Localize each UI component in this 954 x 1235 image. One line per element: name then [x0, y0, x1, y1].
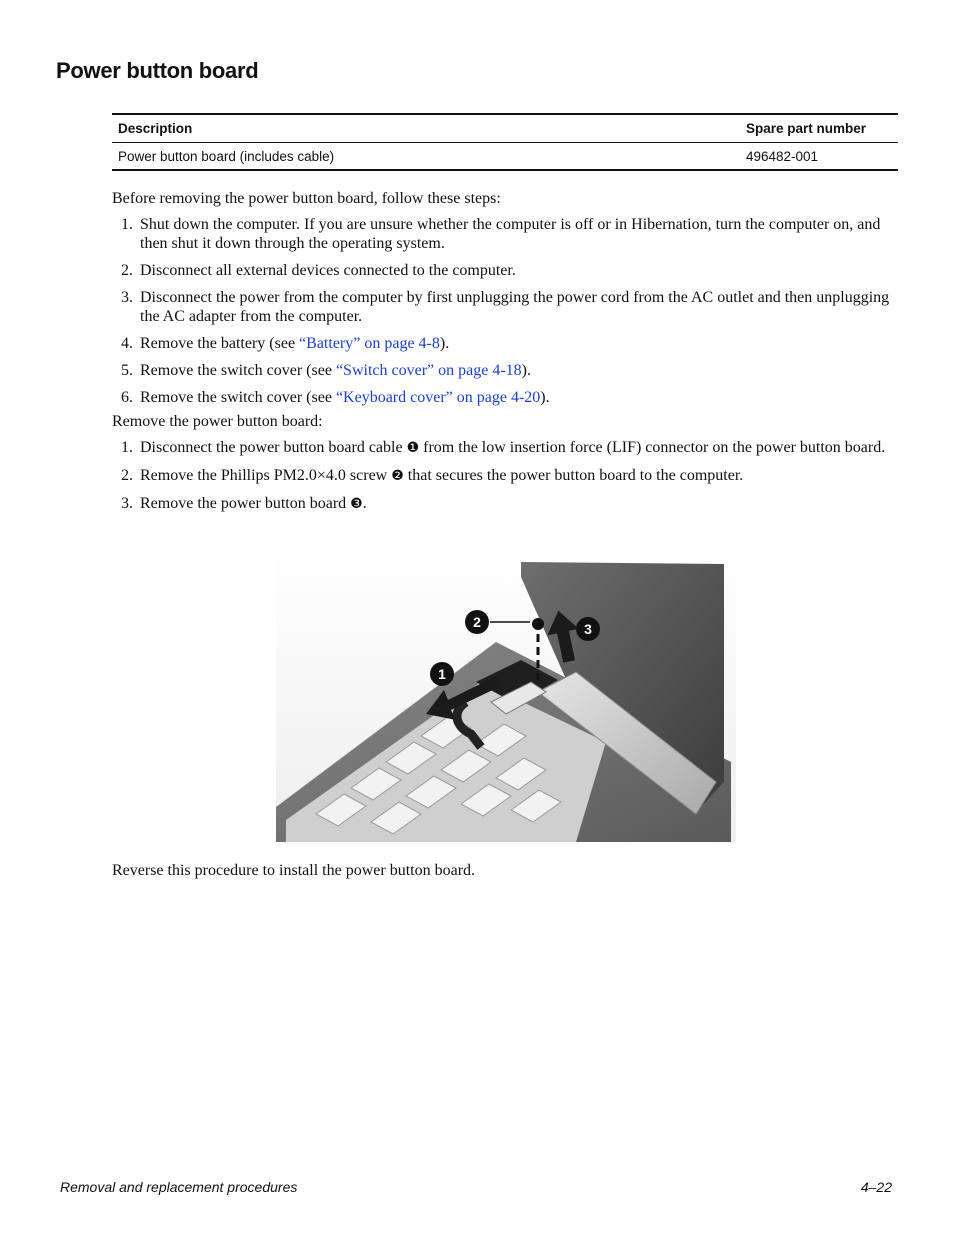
- step-number: 2.: [121, 262, 133, 279]
- removal-intro: Remove the power button board:: [112, 413, 323, 430]
- column-header-description: Description: [118, 121, 193, 136]
- step-text: Remove the power button board: [140, 495, 351, 512]
- step-text: Remove the switch cover (see: [140, 389, 336, 406]
- step-text: Remove the Phillips PM2.0×4.0 screw: [140, 467, 392, 484]
- switch-cover-link[interactable]: “Switch cover” on page 4-18: [335, 362, 522, 379]
- step-number: 3.: [121, 289, 133, 306]
- step-text: Remove the switch cover (see: [140, 362, 336, 379]
- prep-intro: Before removing the power button board, follow these steps:: [112, 190, 501, 207]
- step-number: 1.: [121, 216, 133, 233]
- step-text: Disconnect the power from the computer by first unplugging the power cord from the AC outlet and then unplugging the AC adapter from the computer.: [140, 289, 890, 325]
- figure-callout-3: [576, 617, 600, 641]
- cell-description: Power button board (includes cable): [118, 148, 335, 164]
- list-item: [112, 438, 898, 458]
- step-number: 6.: [121, 389, 133, 406]
- callout-1-icon: ❶: [406, 440, 420, 456]
- list-item: [112, 261, 898, 280]
- list-item: [112, 288, 898, 326]
- step-text: ).: [439, 335, 450, 352]
- callout-2-label: 2: [473, 614, 481, 630]
- callout-3-label: 3: [584, 621, 592, 637]
- footer-chapter-title: Removal and replacement procedures: [60, 1179, 298, 1195]
- list-item: [112, 361, 898, 380]
- cell-spare-part-number: 496482-001: [746, 148, 819, 164]
- removal-steps-list: [112, 438, 898, 522]
- spare-parts-table: [112, 113, 898, 171]
- step-text: .: [362, 495, 367, 512]
- callout-1-label: 1: [438, 666, 446, 682]
- list-item: [112, 494, 898, 514]
- step-number: 1.: [121, 439, 133, 456]
- figure-callout-1: [430, 662, 454, 686]
- step-text: Remove the battery (see: [140, 335, 300, 352]
- step-text: from the low insertion force (LIF) connector on the power button board.: [419, 439, 886, 456]
- column-header-spare-part-number: Spare part number: [746, 121, 867, 136]
- battery-link[interactable]: “Battery” on page 4-8: [299, 335, 440, 352]
- step-number: 2.: [121, 467, 133, 484]
- prep-steps-list: [112, 215, 898, 415]
- list-item: [112, 466, 898, 486]
- section-title: Power button board: [56, 58, 259, 83]
- power-button-board-illustration: [276, 552, 736, 842]
- step-text: Disconnect all external devices connected to the computer.: [140, 262, 516, 279]
- list-item: [112, 215, 898, 253]
- step-text: ).: [521, 362, 531, 379]
- step-number: 4.: [121, 335, 133, 352]
- step-text: ).: [540, 389, 550, 406]
- step-text: Disconnect the power button board cable: [140, 439, 407, 456]
- list-item: [112, 334, 898, 353]
- table-header-row: [112, 115, 898, 143]
- keyboard-cover-link[interactable]: “Keyboard cover” on page 4-20: [335, 389, 541, 406]
- callout-2-icon: ❷: [391, 468, 404, 484]
- step-number: 5.: [121, 362, 133, 379]
- callout-3-icon: ❸: [350, 496, 363, 512]
- step-text: Shut down the computer. If you are unsure whether the computer is off or in Hibernation, turn the computer on, and then shut it down through the operating system.: [140, 216, 881, 252]
- closing-note: Reverse this procedure to install the power button board.: [112, 862, 476, 879]
- table-row: [112, 143, 898, 169]
- footer-page-number: 4–22: [860, 1179, 892, 1195]
- step-text: that secures the power button board to the computer.: [403, 467, 744, 484]
- figure-callout-2: [465, 610, 489, 634]
- list-item: [112, 388, 898, 407]
- step-number: 3.: [121, 495, 133, 512]
